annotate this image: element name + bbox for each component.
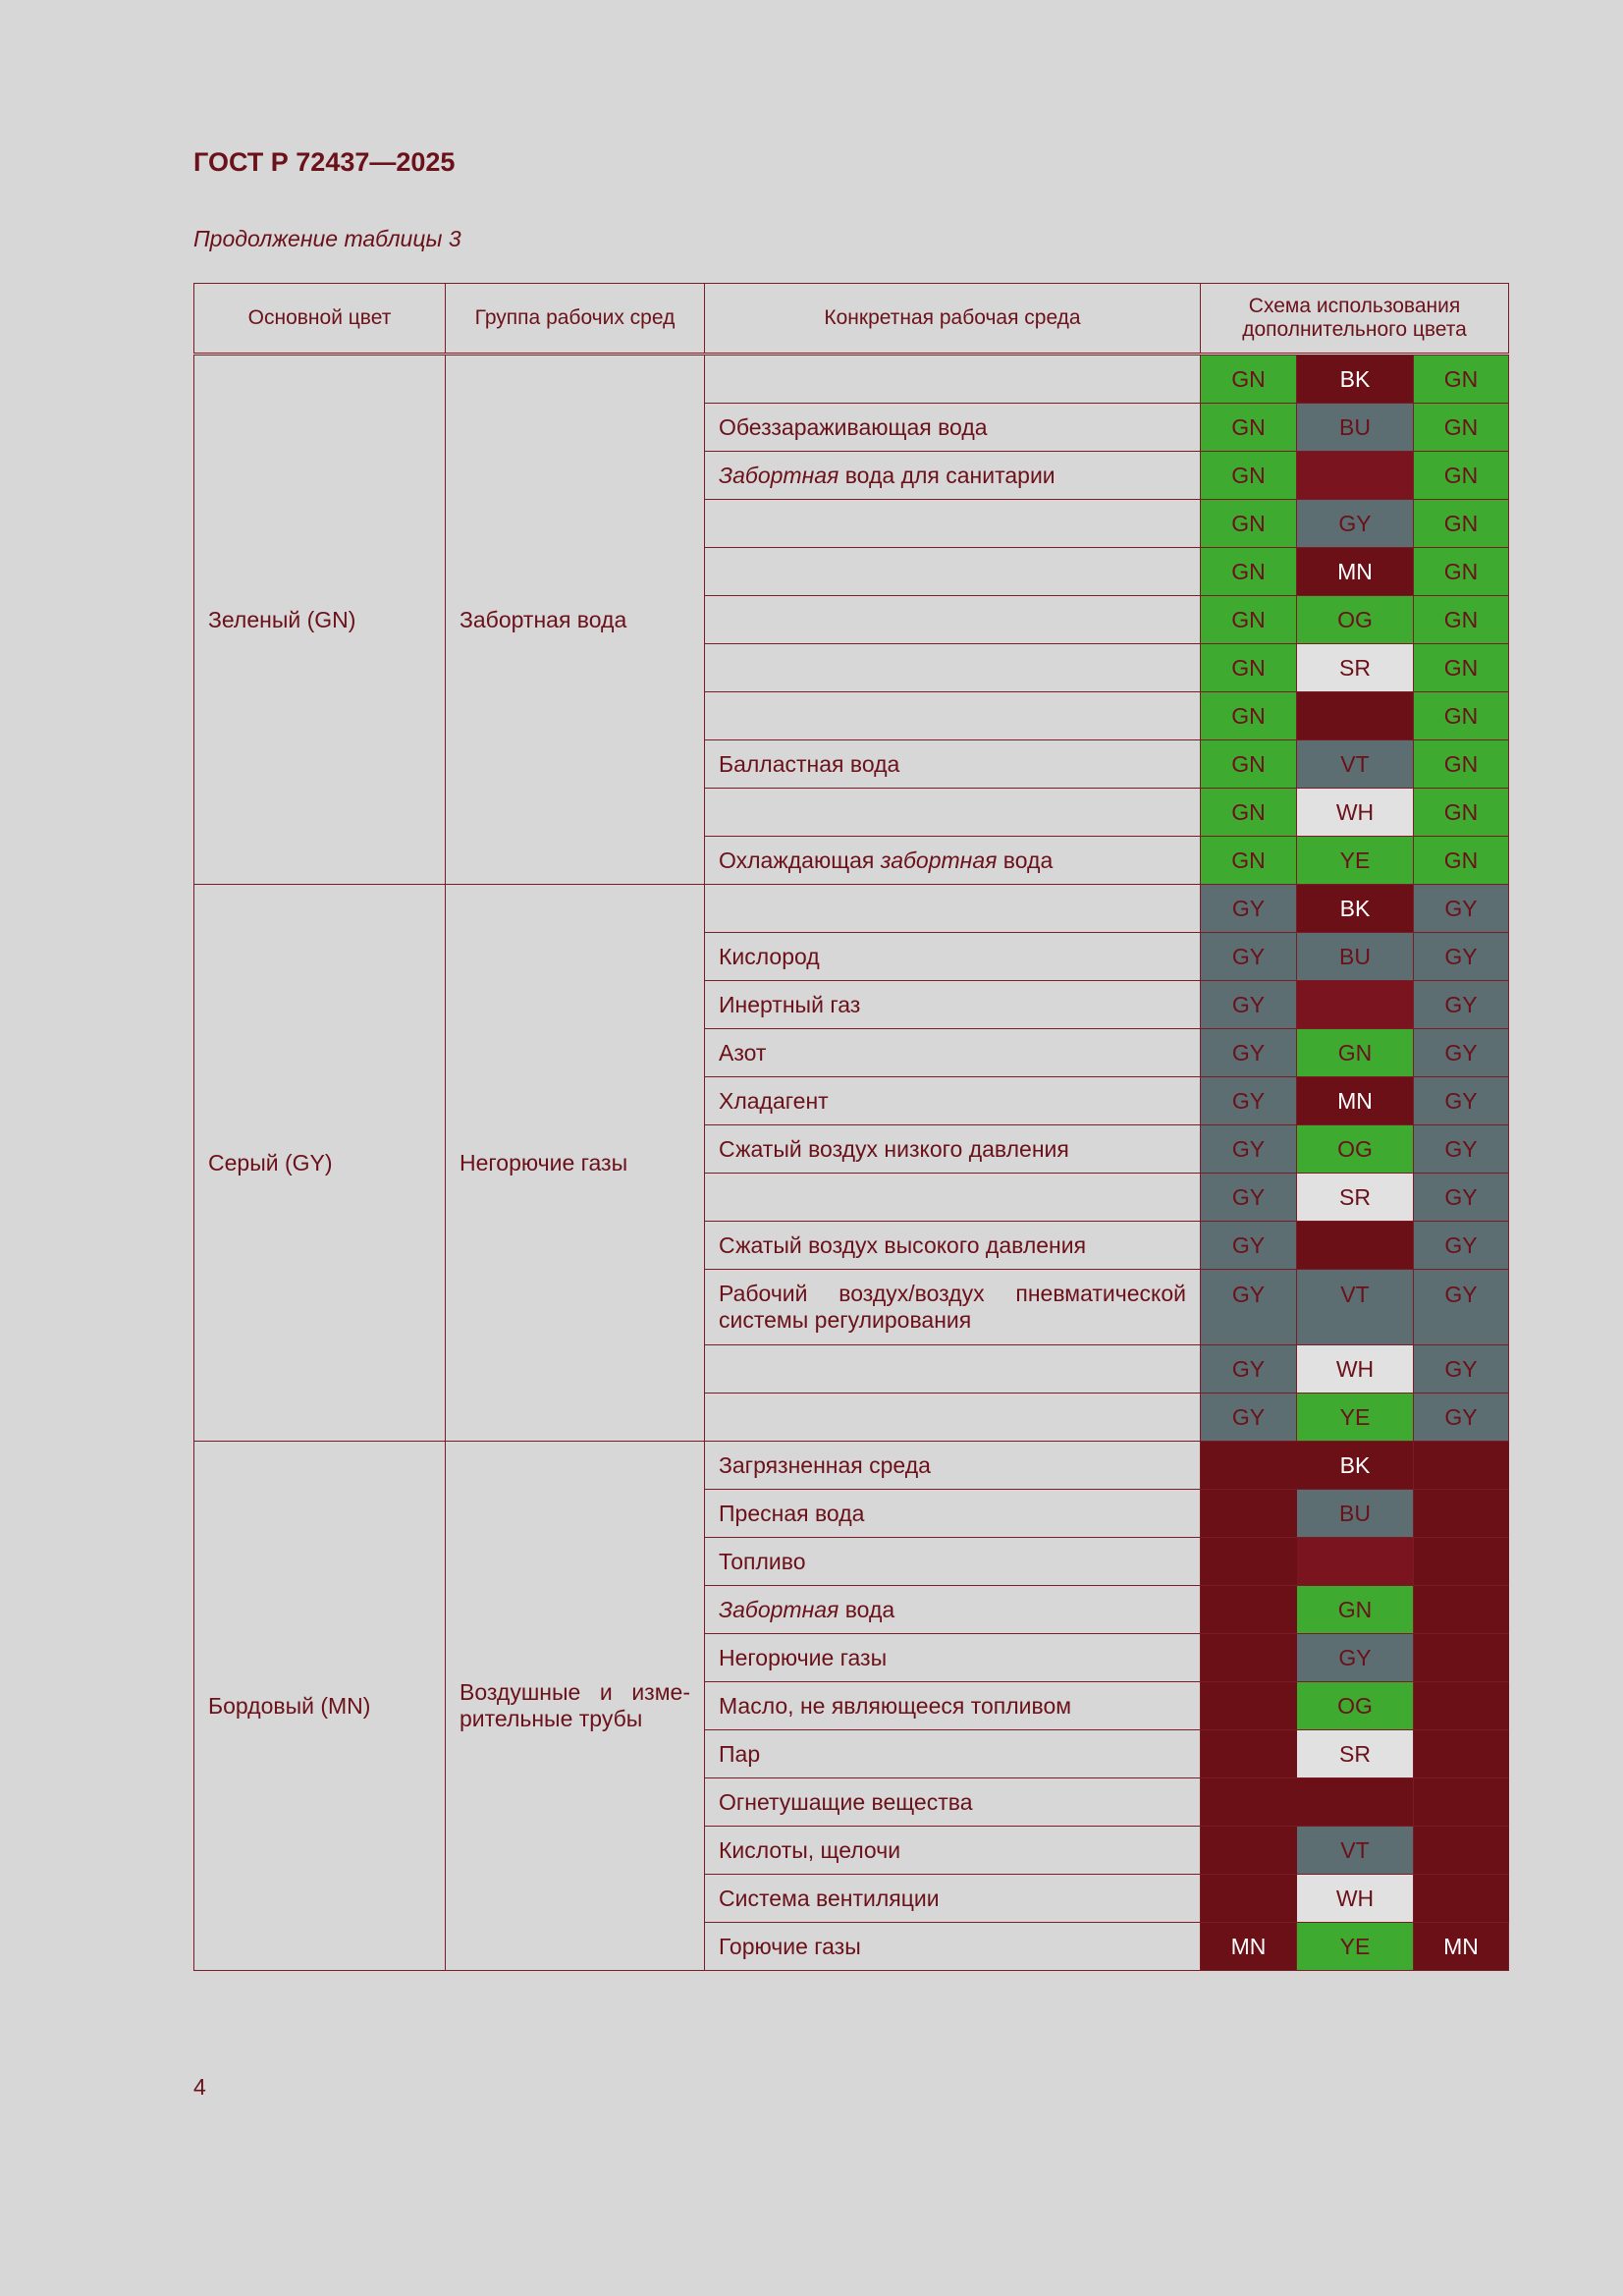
medium-text: Балластная вода xyxy=(719,750,900,777)
table-row xyxy=(194,355,1509,404)
medium-text-italic: забортная xyxy=(880,847,998,873)
swatch-right xyxy=(1414,1827,1509,1875)
swatch-left xyxy=(1201,1730,1297,1778)
swatch-center: VT xyxy=(1297,1827,1414,1875)
swatch-right: GY xyxy=(1414,1029,1509,1077)
swatch-right: GN xyxy=(1414,500,1509,548)
header-group: Группа рабочих сред xyxy=(446,284,705,355)
medium-text-prefix: Охлаждающая xyxy=(719,847,881,873)
medium-text: вода xyxy=(997,847,1054,873)
header-scheme: Схема использования дополнительного цвета xyxy=(1201,284,1509,355)
medium-cell xyxy=(705,1270,1201,1345)
swatch-right: GN xyxy=(1414,692,1509,740)
medium-cell xyxy=(705,1394,1201,1442)
swatch-left: GN xyxy=(1201,452,1297,500)
swatch-center: GN xyxy=(1297,1586,1414,1634)
swatch-right xyxy=(1414,1778,1509,1827)
swatch-left xyxy=(1201,1586,1297,1634)
swatch-right xyxy=(1414,1634,1509,1682)
medium-cell xyxy=(705,596,1201,644)
medium-text: Огнетушащие вещества xyxy=(719,1788,973,1815)
swatch-right xyxy=(1414,1490,1509,1538)
swatch-left: GN xyxy=(1201,404,1297,452)
swatch-left: GY xyxy=(1201,1345,1297,1394)
medium-cell xyxy=(705,1490,1201,1538)
swatch-left xyxy=(1201,1778,1297,1827)
medium-cell xyxy=(705,1222,1201,1270)
swatch-left xyxy=(1201,1875,1297,1923)
swatch-left: GY xyxy=(1201,1394,1297,1442)
table-header-row xyxy=(194,284,1509,355)
medium-cell xyxy=(705,1029,1201,1077)
swatch-right: GY xyxy=(1414,1394,1509,1442)
swatch-left: GN xyxy=(1201,548,1297,596)
medium-text: Сжатый воздух высокого давления xyxy=(719,1231,1087,1258)
medium-cell xyxy=(705,452,1201,500)
swatch-left: GY xyxy=(1201,1270,1297,1345)
medium-cell xyxy=(705,885,1201,933)
swatch-center: GY xyxy=(1297,500,1414,548)
medium-text: Кислород xyxy=(719,943,820,969)
swatch-left: GN xyxy=(1201,500,1297,548)
swatch-right: GY xyxy=(1414,1174,1509,1222)
swatch-center: OG xyxy=(1297,1125,1414,1174)
swatch-center: VT xyxy=(1297,1270,1414,1345)
medium-cell xyxy=(705,789,1201,837)
swatch-center: WH xyxy=(1297,1875,1414,1923)
swatch-right: GN xyxy=(1414,644,1509,692)
medium-text: Масло, не являющееся топливом xyxy=(719,1692,1072,1719)
group-cell: Воздушные и изме-рительные трубы xyxy=(446,1442,705,1971)
table-row xyxy=(194,1442,1509,1490)
medium-text: Сжатый воздух низкого давления xyxy=(719,1135,1069,1162)
swatch-right: GN xyxy=(1414,789,1509,837)
swatch-center: MN xyxy=(1297,548,1414,596)
medium-text: Система вентиляции xyxy=(719,1885,940,1911)
swatch-left: GN xyxy=(1201,837,1297,885)
swatch-right xyxy=(1414,1875,1509,1923)
swatch-left xyxy=(1201,1634,1297,1682)
swatch-center: GY xyxy=(1297,1634,1414,1682)
swatch-left: GY xyxy=(1201,885,1297,933)
swatch-center: WH xyxy=(1297,789,1414,837)
medium-cell xyxy=(705,1634,1201,1682)
medium-text: Обеззараживающая вода xyxy=(719,413,988,440)
medium-cell xyxy=(705,1077,1201,1125)
swatch-left xyxy=(1201,1538,1297,1586)
medium-cell xyxy=(705,1442,1201,1490)
header-medium: Конкретная рабочая среда xyxy=(705,284,1201,355)
medium-cell xyxy=(705,1174,1201,1222)
table-caption: Продолжение таблицы 3 xyxy=(193,226,461,251)
swatch-right xyxy=(1414,1538,1509,1586)
swatch-right xyxy=(1414,1730,1509,1778)
swatch-center: OG xyxy=(1297,596,1414,644)
medium-cell xyxy=(705,933,1201,981)
main-color-cell: Серый (GY) xyxy=(194,885,446,1442)
swatch-right xyxy=(1414,1442,1509,1490)
swatch-left: GN xyxy=(1201,740,1297,789)
swatch-right: GY xyxy=(1414,1077,1509,1125)
medium-cell xyxy=(705,355,1201,404)
medium-cell xyxy=(705,1730,1201,1778)
swatch-right xyxy=(1414,1682,1509,1730)
medium-cell xyxy=(705,1827,1201,1875)
swatch-center: BU xyxy=(1297,933,1414,981)
swatch-right: GN xyxy=(1414,355,1509,404)
swatch-center: YE xyxy=(1297,1394,1414,1442)
medium-cell xyxy=(705,1125,1201,1174)
medium-cell xyxy=(705,1778,1201,1827)
swatch-center: SR xyxy=(1297,644,1414,692)
medium-text-italic: Забортная xyxy=(719,462,839,488)
swatch-left: GY xyxy=(1201,1029,1297,1077)
page-number: 4 xyxy=(193,2074,206,2100)
swatch-left: MN xyxy=(1201,1923,1297,1971)
swatch-center: BK xyxy=(1297,355,1414,404)
swatch-left: GN xyxy=(1201,692,1297,740)
swatch-left: GY xyxy=(1201,1077,1297,1125)
swatch-center: OG xyxy=(1297,1682,1414,1730)
medium-cell xyxy=(705,1586,1201,1634)
swatch-center: BK xyxy=(1297,1442,1414,1490)
medium-text: Негорючие газы xyxy=(719,1644,888,1670)
swatch-left: GN xyxy=(1201,644,1297,692)
medium-cell xyxy=(705,1875,1201,1923)
swatch-center xyxy=(1297,1538,1414,1586)
swatch-center: VT xyxy=(1297,740,1414,789)
swatch-center: BU xyxy=(1297,1490,1414,1538)
swatch-right: GN xyxy=(1414,548,1509,596)
medium-cell xyxy=(705,837,1201,885)
swatch-center: BU xyxy=(1297,404,1414,452)
main-color-cell: Зеленый (GN) xyxy=(194,355,446,885)
swatch-right: GN xyxy=(1414,404,1509,452)
medium-text: вода для санитарии xyxy=(839,462,1055,488)
medium-text: вода xyxy=(839,1596,895,1622)
swatch-left xyxy=(1201,1490,1297,1538)
swatch-center: YE xyxy=(1297,1923,1414,1971)
swatch-center: SR xyxy=(1297,1174,1414,1222)
swatch-center xyxy=(1297,692,1414,740)
swatch-left: GN xyxy=(1201,355,1297,404)
main-color-cell: Бордовый (MN) xyxy=(194,1442,446,1971)
medium-text: Горючие газы xyxy=(719,1933,861,1959)
medium-text: Пар xyxy=(719,1740,761,1767)
swatch-right: GY xyxy=(1414,1222,1509,1270)
table-row xyxy=(194,885,1509,933)
swatch-center: WH xyxy=(1297,1345,1414,1394)
swatch-left: GN xyxy=(1201,789,1297,837)
medium-cell xyxy=(705,1538,1201,1586)
medium-cell xyxy=(705,1345,1201,1394)
swatch-left: GY xyxy=(1201,1125,1297,1174)
group-cell: Забортная вода xyxy=(446,355,705,885)
swatch-right xyxy=(1414,1586,1509,1634)
swatch-right: GN xyxy=(1414,596,1509,644)
swatch-left: GY xyxy=(1201,1222,1297,1270)
swatch-center: SR xyxy=(1297,1730,1414,1778)
medium-text-italic: Забортная xyxy=(719,1596,839,1622)
medium-cell xyxy=(705,740,1201,789)
swatch-right: GN xyxy=(1414,740,1509,789)
medium-cell xyxy=(705,692,1201,740)
swatch-center xyxy=(1297,452,1414,500)
swatch-right: GY xyxy=(1414,933,1509,981)
swatch-center: BK xyxy=(1297,885,1414,933)
medium-text: Топливо xyxy=(719,1548,806,1574)
swatch-left xyxy=(1201,1827,1297,1875)
swatch-left: GY xyxy=(1201,933,1297,981)
swatch-center: MN xyxy=(1297,1077,1414,1125)
color-scheme-table xyxy=(193,283,1509,1971)
swatch-right: GY xyxy=(1414,981,1509,1029)
swatch-right: GY xyxy=(1414,885,1509,933)
medium-cell xyxy=(705,404,1201,452)
swatch-left: GY xyxy=(1201,1174,1297,1222)
swatch-right: MN xyxy=(1414,1923,1509,1971)
swatch-center: GN xyxy=(1297,1029,1414,1077)
swatch-left xyxy=(1201,1442,1297,1490)
swatch-left: GN xyxy=(1201,596,1297,644)
swatch-center xyxy=(1297,981,1414,1029)
table-body xyxy=(194,355,1509,1971)
medium-text: Азот xyxy=(719,1039,767,1066)
medium-text: Кислоты, щелочи xyxy=(719,1836,901,1863)
swatch-center xyxy=(1297,1222,1414,1270)
swatch-left: GY xyxy=(1201,981,1297,1029)
header-main-color: Основной цвет xyxy=(194,284,446,355)
medium-text: Рабочий воздух/воздух пневматической системы регулирования xyxy=(719,1281,1186,1333)
medium-cell xyxy=(705,981,1201,1029)
swatch-right: GY xyxy=(1414,1270,1509,1345)
medium-cell xyxy=(705,1682,1201,1730)
swatch-center: YE xyxy=(1297,837,1414,885)
document-title: ГОСТ Р 72437—2025 xyxy=(193,147,456,177)
group-cell: Негорючие газы xyxy=(446,885,705,1442)
medium-text: Хладагент xyxy=(719,1087,829,1114)
swatch-right: GN xyxy=(1414,452,1509,500)
swatch-center xyxy=(1297,1778,1414,1827)
medium-cell xyxy=(705,548,1201,596)
medium-cell xyxy=(705,1923,1201,1971)
swatch-right: GY xyxy=(1414,1345,1509,1394)
medium-cell xyxy=(705,500,1201,548)
medium-text: Инертный газ xyxy=(719,991,861,1017)
swatch-right: GY xyxy=(1414,1125,1509,1174)
swatch-left xyxy=(1201,1682,1297,1730)
swatch-right: GN xyxy=(1414,837,1509,885)
medium-cell xyxy=(705,644,1201,692)
medium-text: Пресная вода xyxy=(719,1500,865,1526)
medium-text: Загрязненная среда xyxy=(719,1451,931,1478)
